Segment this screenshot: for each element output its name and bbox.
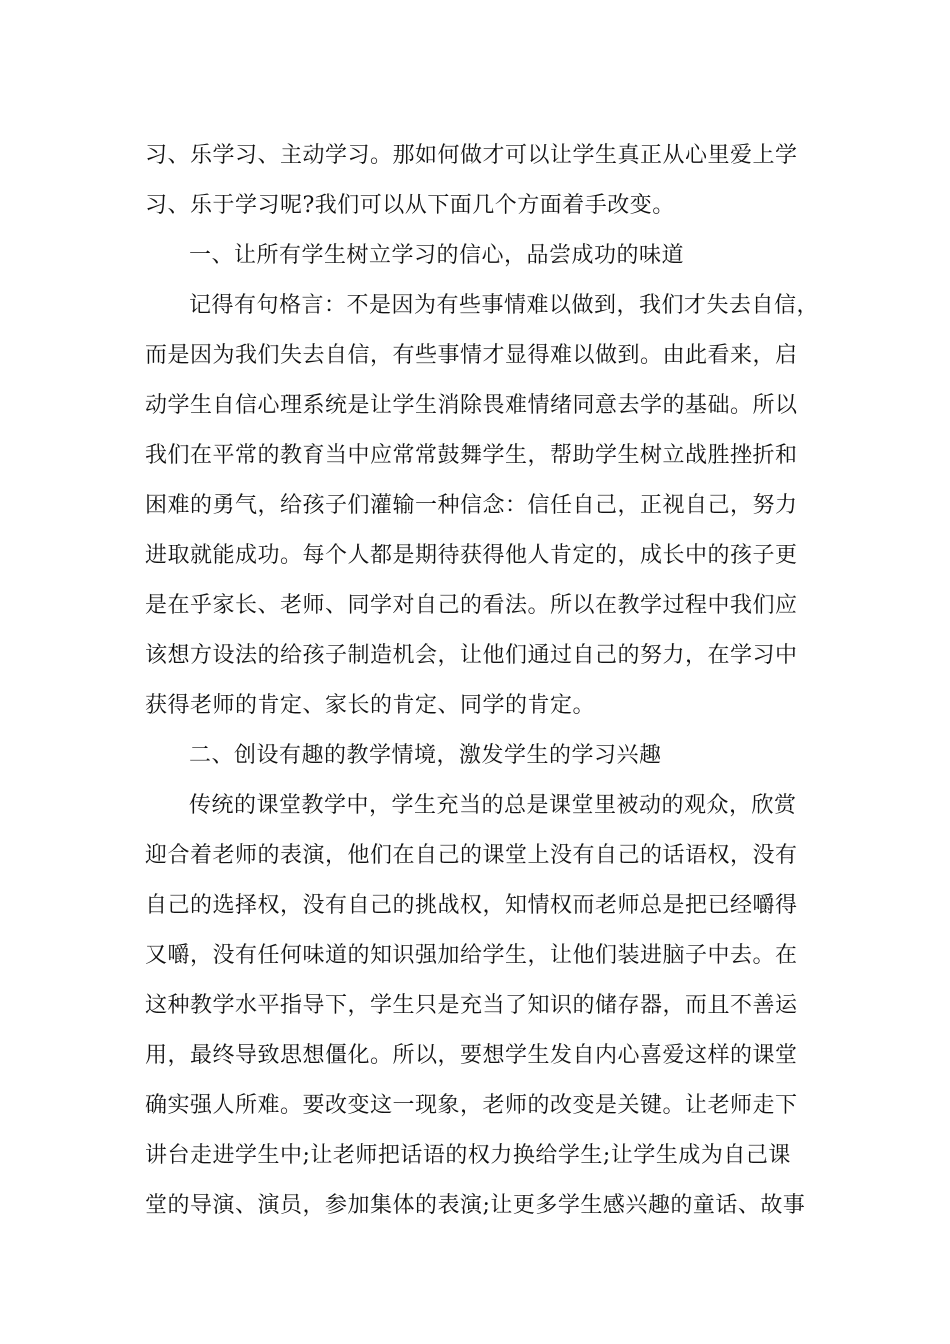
- section-heading: 二、创设有趣的教学情境，激发学生的学习兴趣: [189, 743, 662, 768]
- text-line: 而是因为我们失去自信，有些事情才显得难以做到。由此看来，启: [145, 343, 798, 368]
- section-heading: 一、让所有学生树立学习的信心，品尝成功的味道: [189, 243, 685, 268]
- text-line: 进取就能成功。每个人都是期待获得他人肯定的，成长中的孩子更: [145, 543, 798, 568]
- text-line: 用，最终导致思想僵化。所以，要想学生发自内心喜爱这样的课堂: [145, 1043, 798, 1068]
- text-line: 自己的选择权，没有自己的挑战权，知情权而老师总是把已经嚼得: [145, 893, 798, 918]
- text-line: 堂的导演、演员，参加集体的表演;让更多学生感兴趣的童话、故事: [145, 1193, 806, 1218]
- text-line: 动学生自信心理系统是让学生消除畏难情绪同意去学的基础。所以: [145, 393, 798, 418]
- text-line: 习、乐学习、主动学习。那如何做才可以让学生真正从心里爱上学: [145, 143, 798, 168]
- text-line: 困难的勇气，给孩子们灌输一种信念：信任自己，正视自己，努力: [145, 493, 798, 518]
- text-line: 获得老师的肯定、家长的肯定、同学的肯定。: [145, 693, 596, 718]
- text-line: 讲台走进学生中;让老师把话语的权力换给学生;让学生成为自己课: [145, 1143, 791, 1168]
- text-line: 该想方设法的给孩子制造机会，让他们通过自己的努力，在学习中: [145, 643, 798, 668]
- text-line: 是在乎家长、老师、同学对自己的看法。所以在教学过程中我们应: [145, 593, 798, 618]
- text-line: 迎合着老师的表演，他们在自己的课堂上没有自己的话语权，没有: [145, 843, 798, 868]
- text-line: 习、乐于学习呢?我们可以从下面几个方面着手改变。: [145, 193, 675, 218]
- text-line: 又嚼，没有任何味道的知识强加给学生，让他们装进脑子中去。在: [145, 943, 798, 968]
- text-line: 确实强人所难。要改变这一现象，老师的改变是关键。让老师走下: [145, 1093, 798, 1118]
- document-body: [145, 131, 820, 1231]
- text-line: 传统的课堂教学中，学生充当的总是课堂里被动的观众，欣赏: [189, 793, 797, 818]
- text-line: 这种教学水平指导下，学生只是充当了知识的储存器，而且不善运: [145, 993, 798, 1018]
- text-line: 我们在平常的教育当中应常常鼓舞学生，帮助学生树立战胜挫折和: [145, 443, 798, 468]
- text-line: 记得有句格言：不是因为有些事情难以做到，我们才失去自信，: [189, 293, 820, 318]
